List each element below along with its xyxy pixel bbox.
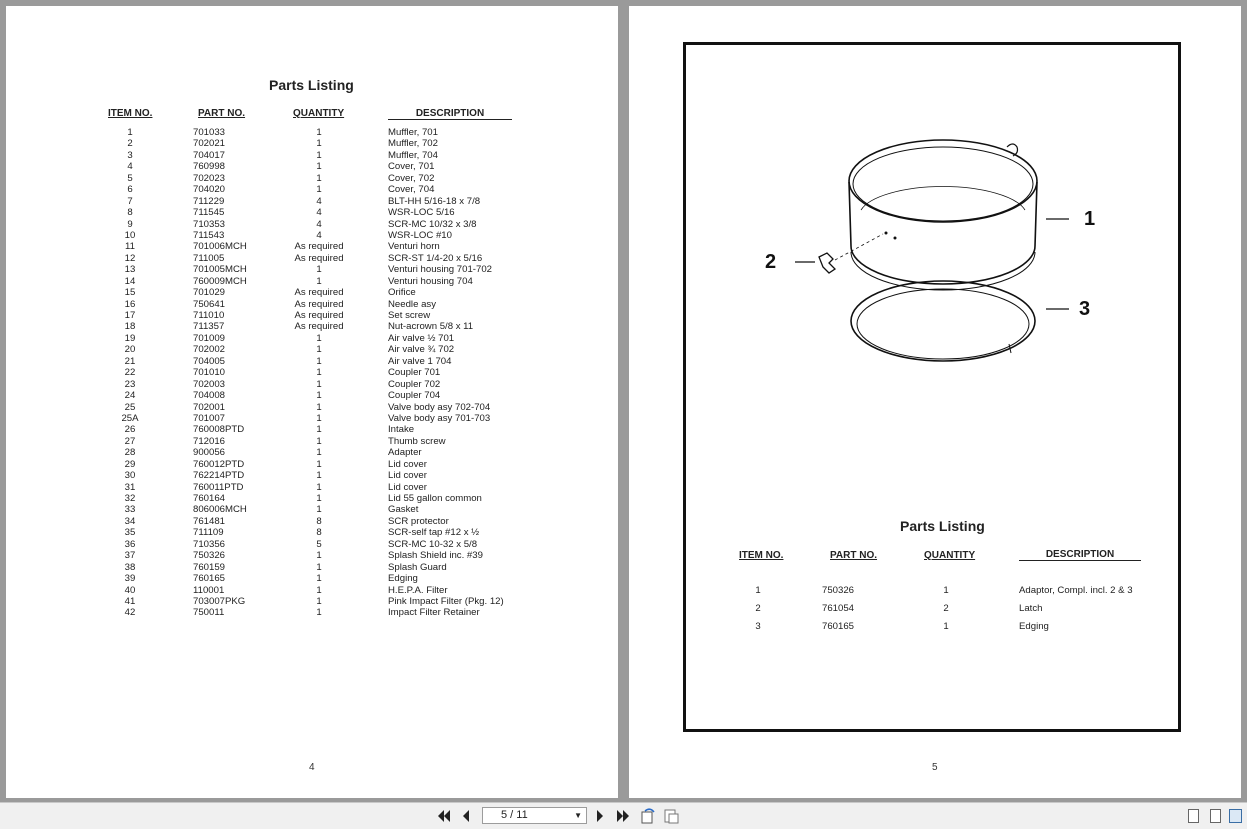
quantity-cell: 1 bbox=[316, 355, 322, 367]
description-cell: SCR-MC 10/32 x 3/8 bbox=[388, 218, 477, 230]
quantity-cell: 1 bbox=[316, 378, 322, 390]
part-no-cell: 806006MCH bbox=[193, 504, 247, 516]
part-no-cell: 711543 bbox=[193, 229, 225, 241]
header-part-no: PART NO. bbox=[830, 550, 878, 561]
quantity-cell: 4 bbox=[316, 229, 322, 241]
first-page-icon[interactable] bbox=[437, 810, 451, 822]
header-part-no: PART NO. bbox=[198, 108, 246, 119]
description-cell: Lid cover bbox=[388, 481, 427, 493]
description-cell: Edging bbox=[388, 573, 418, 585]
item-no-cell: 35 bbox=[124, 527, 136, 539]
callout-3: 3 bbox=[1079, 298, 1091, 320]
quantity-cell: As required bbox=[294, 287, 344, 299]
quantity-cell: 1 bbox=[316, 275, 322, 287]
description-cell: Impact Filter Retainer bbox=[388, 607, 480, 619]
item-no-cell: 28 bbox=[124, 447, 136, 459]
description-cell: Needle asy bbox=[388, 298, 436, 310]
quantity-cell: 1 bbox=[316, 332, 322, 344]
part-no-cell: 760998 bbox=[193, 161, 226, 173]
continuous-view-icon[interactable] bbox=[1210, 809, 1221, 823]
part-no-cell: 760011PTD bbox=[193, 481, 244, 493]
parts-listing-title: Parts Listing bbox=[900, 518, 985, 534]
part-no-cell: 711109 bbox=[193, 527, 224, 539]
item-no-cell: 24 bbox=[124, 390, 136, 402]
item-no-cell: 26 bbox=[124, 424, 136, 436]
quantity-cell: 1 bbox=[316, 149, 322, 161]
quantity-cell: 1 bbox=[316, 447, 322, 459]
part-no-cell: 110001 bbox=[193, 584, 225, 596]
description-cell: Edging bbox=[1019, 621, 1049, 632]
item-no-cell: 42 bbox=[124, 607, 136, 619]
dropdown-arrow-icon: ▼ bbox=[574, 811, 582, 820]
part-no-cell: 712016 bbox=[193, 435, 226, 447]
quantity-cell: 1 bbox=[943, 585, 949, 596]
rotate-page-icon[interactable] bbox=[640, 808, 656, 824]
description-cell: H.E.P.A. Filter bbox=[388, 584, 448, 596]
description-cell: Intake bbox=[388, 424, 415, 436]
item-no-cell: 9 bbox=[127, 218, 133, 230]
description-cell: SCR-MC 10-32 x 5/8 bbox=[388, 538, 478, 550]
quantity-cell: As required bbox=[294, 241, 344, 253]
item-no-cell: 33 bbox=[124, 504, 136, 516]
part-no-cell: 701029 bbox=[193, 287, 226, 299]
item-no-cell: 3 bbox=[127, 149, 133, 161]
quantity-cell: 1 bbox=[316, 264, 322, 276]
item-no-cell: 32 bbox=[124, 493, 136, 504]
item-no-cell: 5 bbox=[127, 172, 133, 184]
part-no-cell: 704008 bbox=[193, 390, 226, 402]
part-no-cell: 701007 bbox=[193, 412, 226, 424]
quantity-cell: 2 bbox=[943, 603, 949, 614]
part-no-cell: 760164 bbox=[193, 493, 226, 504]
part-no-cell: 704017 bbox=[193, 149, 226, 161]
part-no-cell: 710356 bbox=[193, 538, 226, 550]
item-no-cell: 21 bbox=[124, 355, 136, 367]
item-no-cell: 15 bbox=[124, 287, 136, 299]
prev-page-icon[interactable] bbox=[462, 810, 470, 822]
quantity-cell: 1 bbox=[316, 184, 322, 196]
description-cell: Adapter bbox=[388, 447, 422, 459]
item-no-cell: 6 bbox=[127, 184, 133, 196]
item-no-cell: 30 bbox=[124, 470, 136, 482]
part-no-cell: 701009 bbox=[193, 332, 226, 344]
quantity-cell: 1 bbox=[316, 481, 322, 493]
item-no-cell: 2 bbox=[127, 138, 133, 150]
item-no-cell: 22 bbox=[124, 367, 136, 379]
page-5 bbox=[629, 6, 1241, 798]
description-cell: Thumb screw bbox=[388, 435, 446, 447]
description-cell: Nut-acrown 5/8 x 11 bbox=[388, 321, 474, 333]
part-no-cell: 750326 bbox=[822, 585, 855, 596]
description-cell: Venturi housing 701-702 bbox=[388, 264, 493, 276]
fit-page-icon[interactable] bbox=[663, 808, 679, 824]
description-cell: Air valve ¾ 702 bbox=[388, 344, 455, 356]
description-cell: Orifice bbox=[388, 287, 416, 299]
header-quantity: QUANTITY bbox=[293, 108, 345, 119]
description-cell: Air valve 1 704 bbox=[388, 355, 452, 367]
part-no-cell: 760008PTD bbox=[193, 424, 245, 436]
item-no-cell: 41 bbox=[124, 595, 136, 607]
page-number: 4 bbox=[309, 762, 315, 773]
viewer-toolbar bbox=[0, 802, 1247, 829]
part-no-column bbox=[193, 127, 247, 619]
two-page-view-icon[interactable] bbox=[1229, 809, 1242, 823]
header-quantity: QUANTITY bbox=[924, 550, 976, 561]
page-number-select[interactable] bbox=[482, 807, 587, 824]
quantity-cell: 1 bbox=[316, 435, 322, 447]
quantity-cell: 1 bbox=[316, 470, 322, 482]
description-cell: Lid 55 gallon common bbox=[388, 493, 482, 504]
item-no-cell: 16 bbox=[124, 298, 136, 310]
item-no-cell: 34 bbox=[124, 515, 136, 527]
item-no-column bbox=[110, 127, 150, 619]
item-no-cell: 27 bbox=[124, 435, 136, 447]
description-cell: Coupler 704 bbox=[388, 390, 441, 402]
description-cell: Cover, 704 bbox=[388, 184, 435, 196]
description-cell: WSR-LOC #10 bbox=[388, 229, 452, 241]
quantity-cell: 8 bbox=[316, 527, 322, 539]
item-no-cell: 13 bbox=[124, 264, 136, 276]
description-cell: Gasket bbox=[388, 504, 419, 516]
item-no-cell: 12 bbox=[124, 252, 136, 264]
item-no-cell: 36 bbox=[124, 538, 136, 550]
item-no-cell: 40 bbox=[124, 584, 136, 596]
description-cell: Latch bbox=[1019, 603, 1043, 614]
description-cell: SCR-self tap #12 x ½ bbox=[388, 527, 480, 539]
item-no-cell: 1 bbox=[755, 585, 761, 596]
part-no-cell: 750326 bbox=[193, 550, 226, 562]
quantity-cell: 1 bbox=[316, 561, 322, 573]
description-cell: Venturi housing 704 bbox=[388, 275, 473, 287]
quantity-cell: 1 bbox=[316, 607, 322, 619]
header-item-no: ITEM NO. bbox=[739, 550, 784, 561]
part-no-cell: 702021 bbox=[193, 138, 226, 150]
item-no-cell: 25 bbox=[124, 401, 136, 413]
item-no-cell: 31 bbox=[124, 481, 136, 493]
header-item-no: ITEM NO. bbox=[108, 108, 153, 119]
header-description: DESCRIPTION bbox=[1019, 549, 1141, 561]
callout-1: 1 bbox=[1084, 208, 1096, 230]
item-no-cell: 37 bbox=[124, 550, 136, 562]
item-no-cell: 19 bbox=[124, 332, 136, 344]
quantity-cell: 1 bbox=[316, 172, 322, 184]
item-no-cell: 20 bbox=[124, 344, 136, 356]
part-no-cell: 701006MCH bbox=[193, 241, 247, 253]
description-cell: Set screw bbox=[388, 310, 431, 321]
quantity-cell: 1 bbox=[316, 161, 322, 173]
part-no-cell: 900056 bbox=[193, 447, 226, 459]
item-no-cell: 17 bbox=[124, 310, 136, 321]
part-no-cell: 702001 bbox=[193, 401, 226, 413]
part-no-cell: 702003 bbox=[193, 378, 226, 390]
item-no-cell: 11 bbox=[125, 241, 135, 253]
part-no-cell: 762214PTD bbox=[193, 470, 245, 482]
description-cell: Venturi horn bbox=[388, 241, 440, 253]
part-no-cell: 760159 bbox=[193, 561, 226, 573]
quantity-cell: 1 bbox=[316, 550, 322, 562]
quantity-cell: 1 bbox=[316, 367, 322, 379]
part-no-cell: 702002 bbox=[193, 344, 226, 356]
part-no-cell: 760165 bbox=[822, 621, 855, 632]
single-page-view-icon[interactable] bbox=[1188, 809, 1199, 823]
item-no-cell: 1 bbox=[127, 127, 133, 138]
part-no-cell: 760012PTD bbox=[193, 458, 245, 470]
description-cell: WSR-LOC 5/16 bbox=[388, 207, 455, 219]
item-no-cell: 23 bbox=[124, 378, 136, 390]
page-number: 5 bbox=[932, 762, 938, 773]
quantity-cell: 1 bbox=[316, 344, 322, 356]
quantity-cell: As required bbox=[294, 298, 344, 310]
description-cell: Valve body asy 701-703 bbox=[388, 412, 491, 424]
description-cell: Coupler 701 bbox=[388, 367, 441, 379]
item-no-cell: 2 bbox=[755, 603, 761, 614]
quantity-column bbox=[279, 127, 359, 619]
part-no-cell: 711545 bbox=[193, 207, 225, 219]
quantity-cell: 1 bbox=[316, 138, 322, 150]
quantity-cell: 1 bbox=[316, 595, 322, 607]
part-no-cell: 750641 bbox=[193, 298, 226, 310]
part-no-cell: 703007PKG bbox=[193, 595, 246, 607]
quantity-cell: 1 bbox=[316, 390, 322, 402]
part-no-cell: 701010 bbox=[193, 367, 226, 379]
quantity-cell: 4 bbox=[316, 207, 322, 219]
description-cell: Lid cover bbox=[388, 470, 427, 482]
description-cell: Lid cover bbox=[388, 458, 427, 470]
part-no-cell: 711010 bbox=[193, 310, 225, 321]
quantity-cell: 1 bbox=[943, 621, 949, 632]
page-number-value: 5 / 11 bbox=[501, 809, 528, 821]
description-cell: SCR-ST 1/4-20 x 5/16 bbox=[388, 252, 483, 264]
quantity-cell: As required bbox=[294, 310, 344, 321]
description-cell: Valve body asy 702-704 bbox=[388, 401, 491, 413]
item-no-cell: 8 bbox=[127, 207, 133, 219]
quantity-cell: 1 bbox=[316, 493, 322, 504]
item-no-cell: 39 bbox=[124, 573, 136, 585]
description-cell: Cover, 702 bbox=[388, 172, 435, 184]
description-cell: Splash Guard bbox=[388, 561, 447, 573]
item-no-cell: 7 bbox=[127, 195, 133, 207]
adaptor-illustration bbox=[629, 6, 1241, 526]
header-description: DESCRIPTION bbox=[388, 108, 512, 120]
quantity-cell: 8 bbox=[316, 515, 322, 527]
part-no-cell: 761054 bbox=[822, 603, 855, 614]
description-cell: Splash Shield inc. #39 bbox=[388, 550, 483, 562]
description-column bbox=[388, 127, 504, 619]
part-no-cell: 750011 bbox=[193, 607, 225, 619]
description-cell: BLT-HH 5/16-18 x 7/8 bbox=[388, 195, 481, 207]
item-no-cell: 18 bbox=[124, 321, 136, 333]
part-no-cell: 711357 bbox=[193, 321, 225, 333]
last-page-icon[interactable] bbox=[616, 810, 630, 822]
description-cell: Muffler, 701 bbox=[388, 127, 438, 138]
quantity-cell: 5 bbox=[316, 538, 322, 550]
page-4 bbox=[6, 6, 618, 798]
description-cell: Air valve ½ 701 bbox=[388, 332, 455, 344]
description-cell: Muffler, 704 bbox=[388, 149, 438, 161]
item-no-cell: 4 bbox=[127, 161, 133, 173]
description-cell: SCR protector bbox=[388, 515, 449, 527]
quantity-cell: 1 bbox=[316, 584, 322, 596]
part-no-cell: 760165 bbox=[193, 573, 226, 585]
part-no-cell: 711005 bbox=[193, 252, 225, 264]
quantity-cell: As required bbox=[294, 321, 344, 333]
quantity-cell: 1 bbox=[316, 458, 322, 470]
part-no-cell: 760009MCH bbox=[193, 275, 247, 287]
parts-listing-title: Parts Listing bbox=[269, 77, 354, 93]
item-no-cell: 3 bbox=[755, 621, 761, 632]
description-cell: Muffler, 702 bbox=[388, 138, 438, 150]
description-cell: Cover, 701 bbox=[388, 161, 435, 173]
quantity-cell: 1 bbox=[316, 573, 322, 585]
item-no-cell: 29 bbox=[124, 458, 136, 470]
quantity-cell: As required bbox=[294, 252, 344, 264]
item-no-cell: 10 bbox=[124, 229, 136, 241]
quantity-cell: 4 bbox=[316, 218, 322, 230]
description-cell: Coupler 702 bbox=[388, 378, 441, 390]
next-page-icon[interactable] bbox=[596, 810, 604, 822]
quantity-cell: 1 bbox=[316, 401, 322, 413]
part-no-cell: 702023 bbox=[193, 172, 226, 184]
description-cell: Adaptor, Compl. incl. 2 & 3 bbox=[1019, 585, 1133, 596]
part-no-cell: 701033 bbox=[193, 127, 226, 138]
part-no-cell: 704005 bbox=[193, 355, 226, 367]
quantity-cell: 1 bbox=[316, 504, 322, 516]
quantity-cell: 1 bbox=[316, 412, 322, 424]
quantity-cell: 4 bbox=[316, 195, 322, 207]
description-cell: Pink Impact Filter (Pkg. 12) bbox=[388, 595, 504, 607]
part-no-cell: 701005MCH bbox=[193, 264, 247, 276]
quantity-cell: 1 bbox=[316, 127, 322, 138]
part-no-cell: 704020 bbox=[193, 184, 226, 196]
part-no-cell: 761481 bbox=[193, 515, 226, 527]
part-no-cell: 711229 bbox=[193, 195, 225, 207]
item-no-cell: 25A bbox=[121, 412, 139, 424]
item-no-cell: 14 bbox=[124, 275, 136, 287]
callout-2: 2 bbox=[765, 251, 777, 273]
quantity-cell: 1 bbox=[316, 424, 322, 436]
item-no-cell: 38 bbox=[124, 561, 136, 573]
part-no-cell: 710353 bbox=[193, 218, 226, 230]
